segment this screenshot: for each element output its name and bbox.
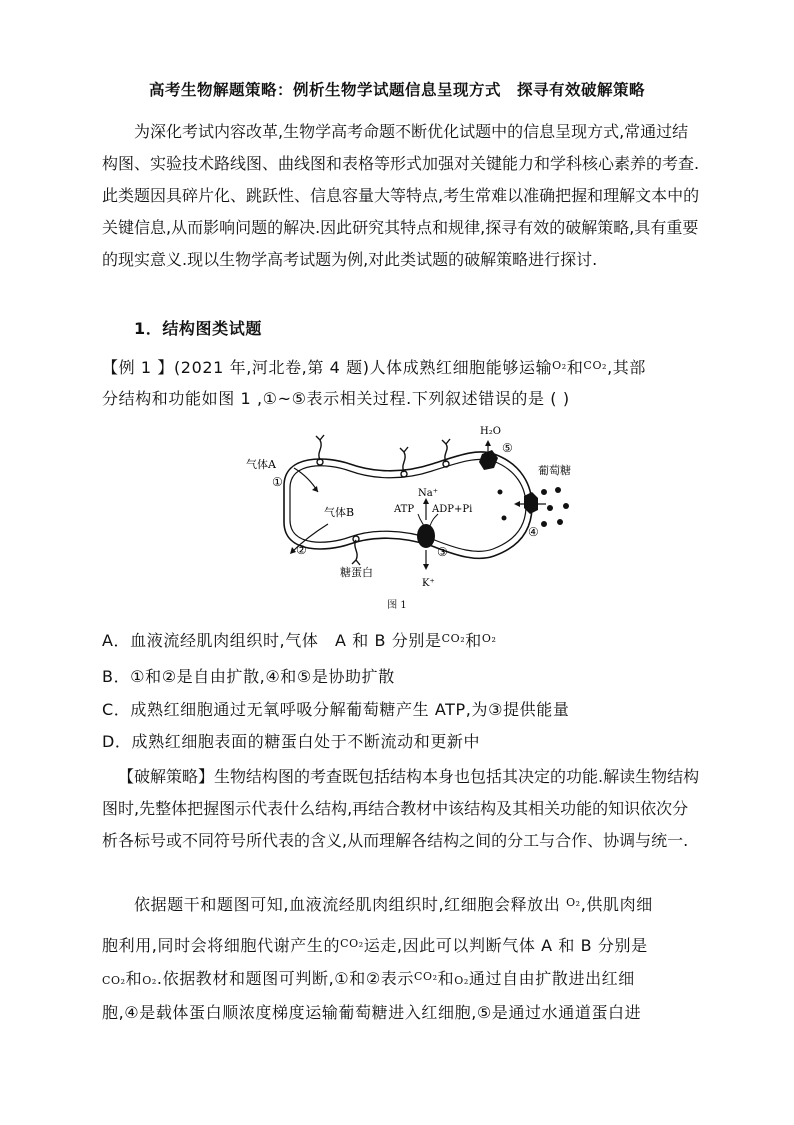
glycoprotein-bottom — [352, 536, 360, 565]
example-line-1 — [102, 355, 646, 378]
sodium-label: Na⁺ — [418, 488, 438, 499]
analysis-text-1b: ,供肌肉细 — [580, 895, 653, 914]
process-3-label: ③ — [437, 545, 448, 559]
option-a-o2: O₂ — [481, 632, 497, 645]
analysis-co2-3: CO₂ — [413, 970, 438, 983]
example-line-2: 分结构和功能如图 1 ,①~⑤表示相关过程.下列叙述错误的是 ( ) — [102, 389, 570, 408]
and-text: 和 — [566, 358, 584, 377]
process-1-label: ① — [272, 475, 283, 489]
example-rest: ,其部 — [607, 358, 646, 377]
o2-formula: O₂ — [552, 359, 567, 372]
analysis-o2-3: O₂ — [454, 974, 469, 987]
analysis-and: 和 — [125, 969, 143, 988]
analysis-line-3 — [102, 966, 635, 989]
analysis-text-2b: 运走,因此可以判断气体 A 和 B 分别是 — [363, 936, 648, 955]
analysis-co2-2: CO₂ — [102, 974, 126, 987]
water-label: H₂O — [480, 426, 501, 437]
analysis-text-2a: 胞利用,同时会将细胞代谢产生的 — [102, 936, 341, 955]
figure-caption: 图 1 — [387, 600, 407, 611]
analysis-line-4: 胞,④是载体蛋白顺浓度梯度运输葡萄糖进入红细胞,⑤是通过水通道蛋白进 — [102, 1003, 642, 1022]
option-a-co2: CO₂ — [441, 632, 466, 645]
intro-paragraph: 为深化考试内容改革,生物学高考命题不断优化试题中的信息呈现方式,常通过结构图、实验技术路线图、曲线图和表格等形式加强对关键能力和学科核心素养的考查.此类题因具碎片化、跳跃性、信息容量大等特点,考生常难以准确把握和理解文本中的关键信息,从而影响问题的解决.因此研究其特点和规律,探寻有效的破解策略,具有重要的现实意义.现以生物学高考试题为例,对此类试题的破解策略进行探讨. — [102, 122, 700, 269]
process-5-label: ⑤ — [502, 441, 513, 455]
glycoprotein-top-2 — [400, 447, 408, 477]
analysis-co2: CO₂ — [340, 937, 364, 950]
process-2-label: ② — [296, 543, 307, 557]
glycoprotein-label: 糖蛋白 — [340, 566, 373, 579]
process-4-label: ④ — [528, 525, 539, 539]
analysis-line-1 — [134, 892, 653, 915]
analysis-o2: O₂ — [566, 896, 581, 909]
atp-label: ATP — [394, 504, 415, 515]
gas-a-label: 气体A — [246, 458, 276, 471]
potassium-label: K⁺ — [422, 578, 435, 589]
analysis-text-1a: 依据题干和题图可知,血液流经肌肉组织时,红细胞会释放出 — [134, 895, 567, 914]
option-d: D．成熟红细胞表面的糖蛋白处于不断流动和更新中 — [102, 732, 481, 751]
option-a — [102, 628, 497, 651]
gas-b-label: 气体B — [324, 506, 355, 519]
option-b: B．①和②是自由扩散,④和⑤是协助扩散 — [102, 667, 395, 686]
glucose-label: 葡萄糖 — [538, 464, 571, 477]
adp-label: ADP+Pi — [432, 504, 473, 515]
option-a-and: 和 — [465, 631, 482, 650]
glycoprotein-top-1 — [316, 435, 324, 465]
section-heading: 1．结构图类试题 — [134, 319, 262, 338]
analysis-text-3c: 通过自由扩散进出红细 — [468, 969, 635, 988]
option-c: C．成熟红细胞通过无氧呼吸分解葡萄糖产生 ATP,为③提供能量 — [102, 700, 570, 719]
co2-formula: CO₂ — [583, 359, 608, 372]
glycoprotein-top-3 — [442, 439, 450, 467]
glucose-molecules — [541, 487, 569, 527]
red-blood-cell-figure — [232, 416, 572, 592]
sodium-potassium-pump — [417, 524, 435, 548]
internal-glucose — [498, 490, 507, 521]
strategy-paragraph: 【破解策略】生物结构图的考查既包括结构本身也包括其决定的功能.解读生物结构图时,先整体把握图示代表什么结构,再结合教材中该结构及其相关功能的知识依次分析各标号或不同符号所代表的含义,从而理解各结构之间的分工与合作、协调与统一. — [102, 767, 700, 850]
analysis-text-3b: .依据教材和题图可判断,①和②表示 — [156, 969, 414, 988]
analysis-and-2: 和 — [437, 969, 455, 988]
document-title: 高考生物解题策略：例析生物学试题信息呈现方式 探寻有效破解策略 — [148, 81, 645, 99]
analysis-line-2 — [102, 933, 648, 956]
option-a-text: A．血液流经肌肉组织时,气体 A 和 B 分别是 — [102, 631, 442, 650]
analysis-o2-2: O₂ — [142, 974, 157, 987]
example-lead: 【例 1 】(2021 年,河北卷,第 4 题)人体成熟红细胞能够运输 — [102, 358, 553, 377]
